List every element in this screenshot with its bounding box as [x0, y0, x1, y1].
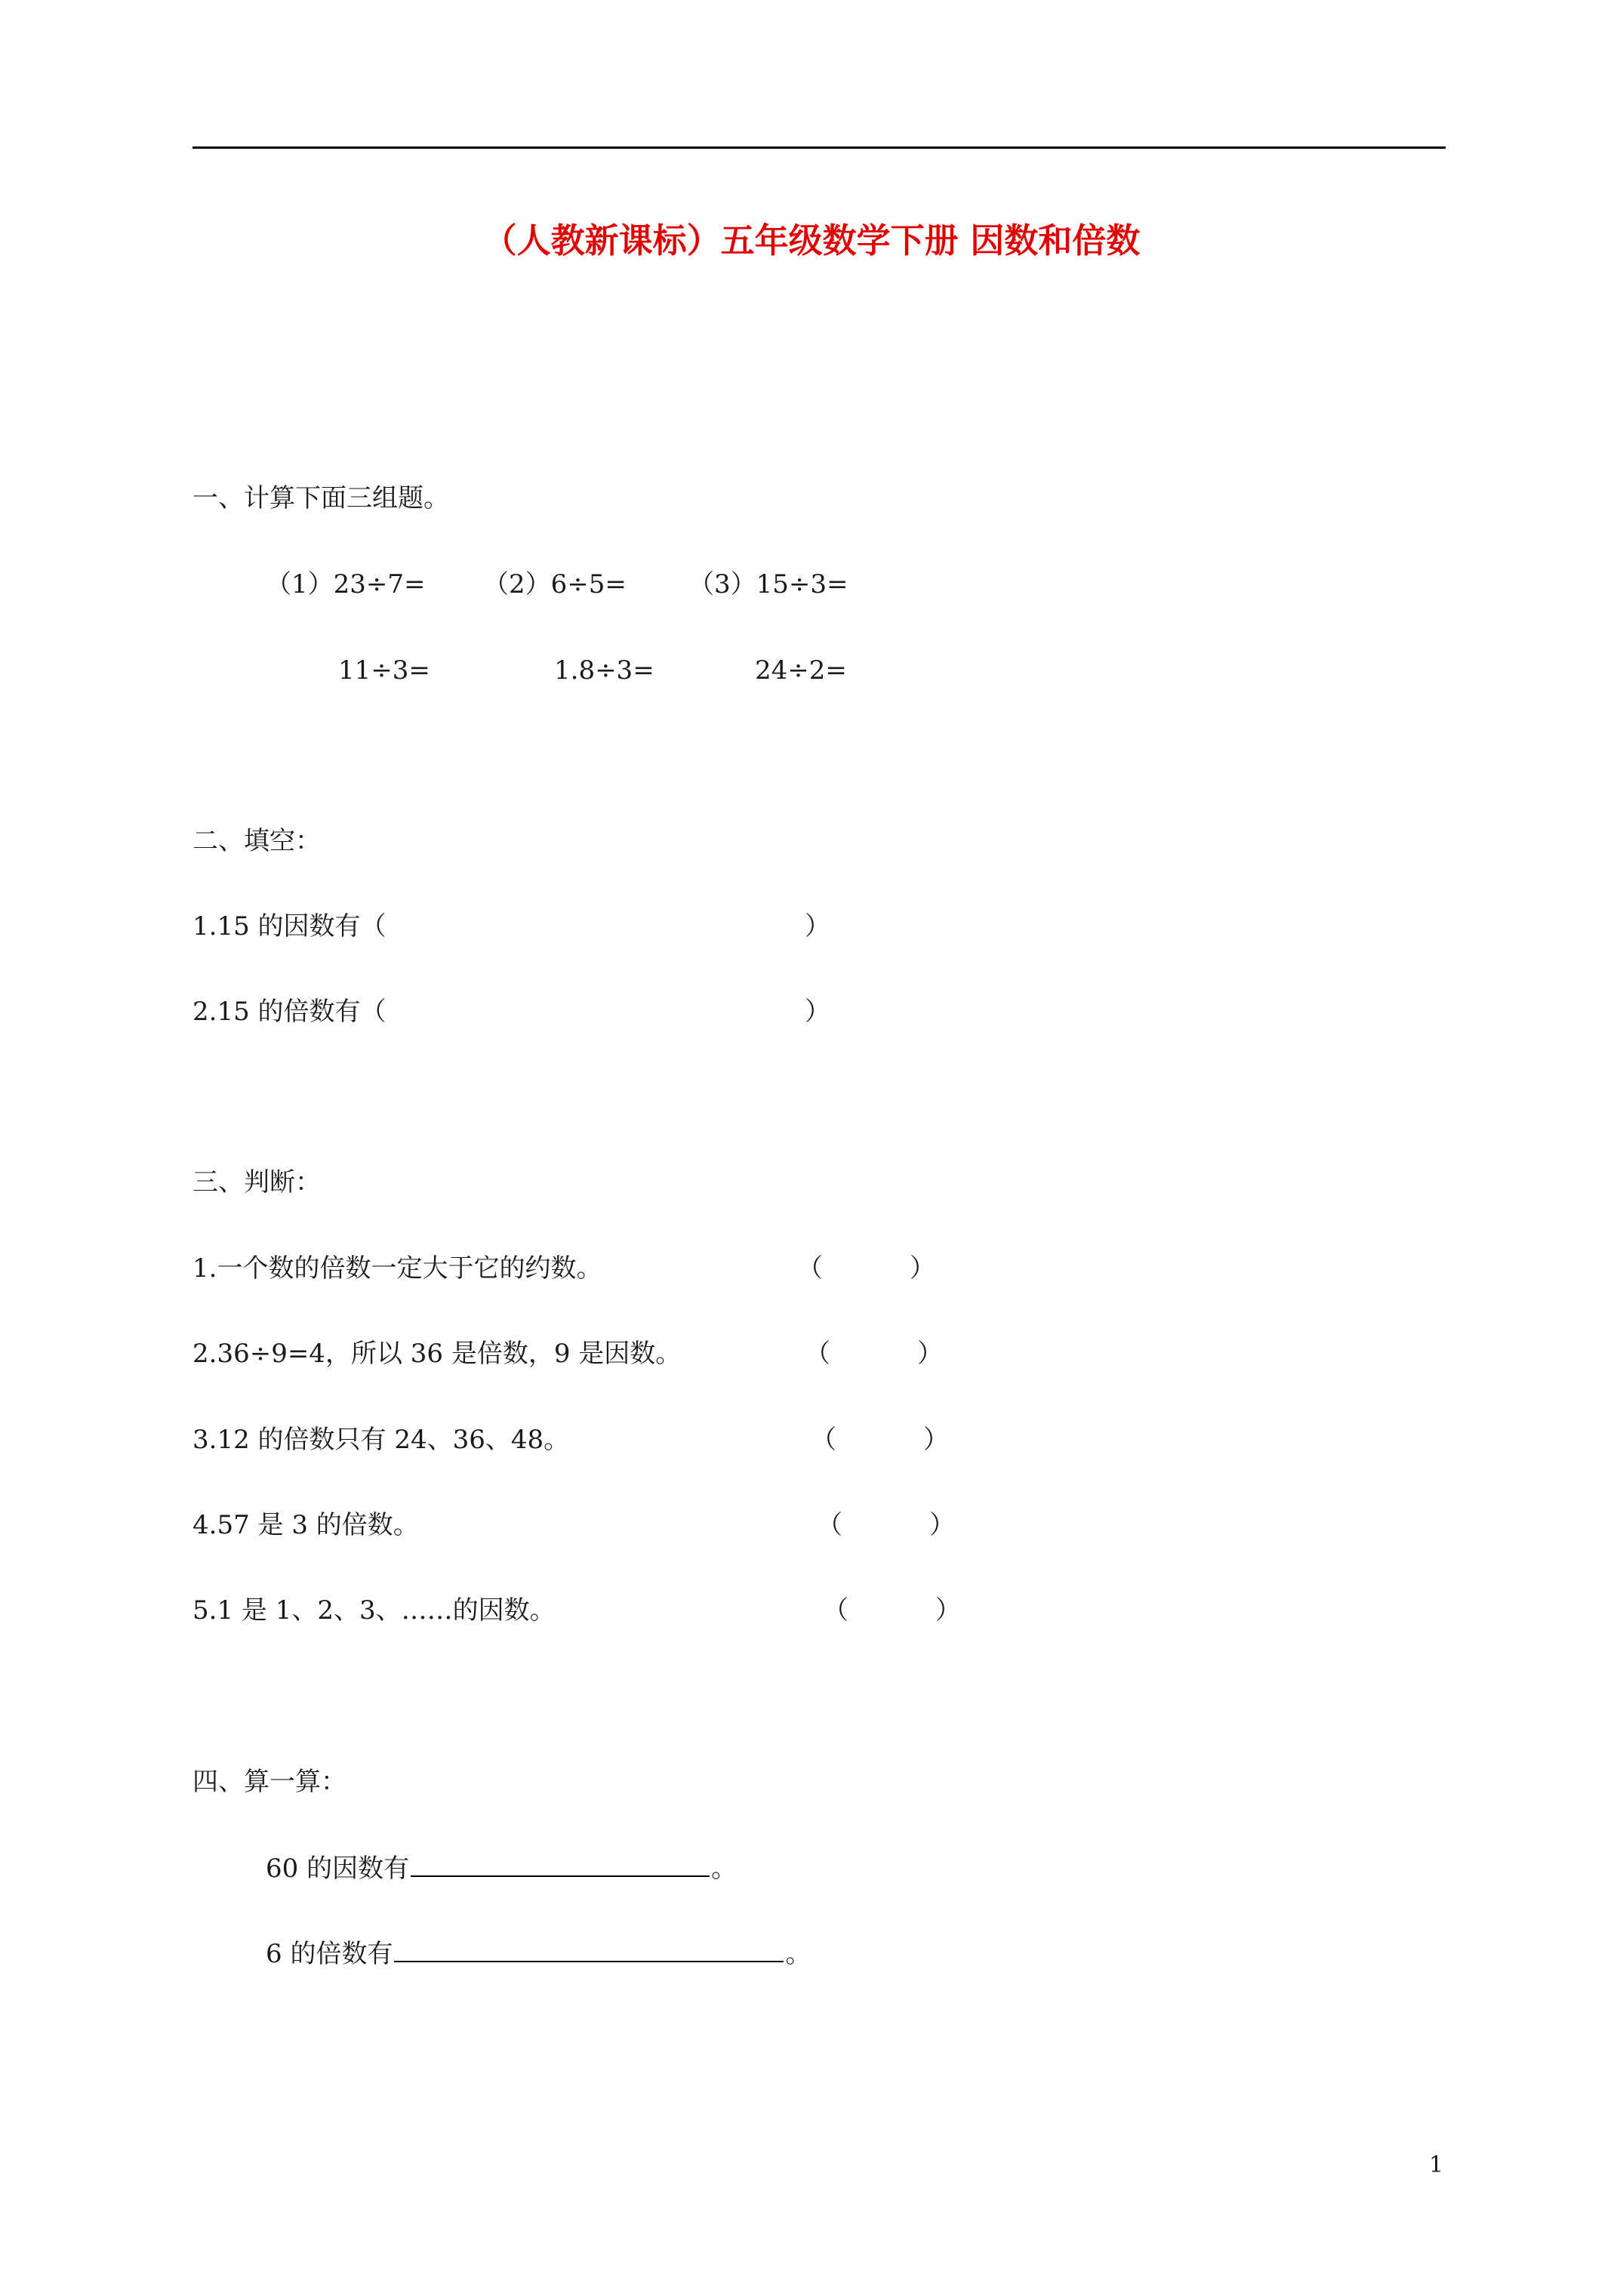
calc-multiple-end: 。 — [785, 1939, 812, 1969]
section1-heading: 一、计算下面三组题。 — [192, 483, 449, 513]
judge-item-2-close: ） — [917, 1339, 943, 1369]
fill-item-1-close: ） — [805, 911, 830, 942]
fill-item-2-text: 2.15 的倍数有（ — [192, 997, 387, 1027]
calc-item-4: 11÷3= — [338, 655, 430, 686]
calc-item-2: （2）6÷5= — [483, 569, 627, 599]
calc-item-6: 24÷2= — [755, 655, 847, 686]
calc-item-3: （3）15÷3= — [688, 569, 848, 599]
judge-item-3-open: （ — [811, 1425, 836, 1455]
judge-item-1-close: ） — [910, 1253, 935, 1284]
calc-item-1: （1）23÷7= — [266, 569, 426, 599]
fill-item-1-text: 1.15 的因数有（ — [192, 911, 387, 942]
fill-item-2-close: ） — [805, 997, 830, 1027]
page-title: （人教新课标）五年级数学下册 因数和倍数 — [482, 220, 1141, 260]
calc-factor-line — [266, 1853, 737, 1884]
answer-blank-factors[interactable] — [411, 1853, 710, 1877]
judge-item-2-open: （ — [805, 1339, 830, 1369]
section3-heading: 三、判断： — [192, 1167, 321, 1197]
judge-item-3-close: ） — [923, 1425, 949, 1455]
judge-item-2: 2.36÷9=4，所以 36 是倍数，9 是因数。 — [192, 1339, 682, 1369]
judge-item-1-open: （ — [797, 1253, 823, 1284]
calc-multiple-text: 6 的倍数有 — [266, 1939, 393, 1969]
calc-multiple-line — [266, 1938, 811, 1969]
fill-item-1 — [192, 911, 387, 942]
section2-heading: 二、填空： — [192, 826, 321, 856]
calc-item-5: 1.8÷3= — [554, 655, 654, 686]
section4-heading: 四、算一算： — [192, 1767, 346, 1797]
header-rule — [192, 146, 1446, 149]
judge-item-5-close: ） — [935, 1595, 961, 1626]
judge-item-5-open: （ — [823, 1595, 848, 1626]
judge-item-4-open: （ — [817, 1510, 842, 1540]
fill-item-2 — [192, 997, 387, 1027]
calc-factor-end: 。 — [711, 1854, 738, 1884]
calc-factor-text: 60 的因数有 — [266, 1854, 410, 1884]
judge-item-3: 3.12 的倍数只有 24、36、48。 — [192, 1425, 570, 1455]
judge-item-1: 1.一个数的倍数一定大于它的约数。 — [192, 1253, 602, 1284]
page-number: 1 — [1429, 2152, 1444, 2178]
judge-item-4: 4.57 是 3 的倍数。 — [192, 1510, 419, 1540]
judge-item-5: 5.1 是 1、2、3、……的因数。 — [192, 1595, 556, 1626]
answer-blank-multiples[interactable] — [394, 1938, 784, 1962]
judge-item-4-close: ） — [929, 1510, 955, 1540]
